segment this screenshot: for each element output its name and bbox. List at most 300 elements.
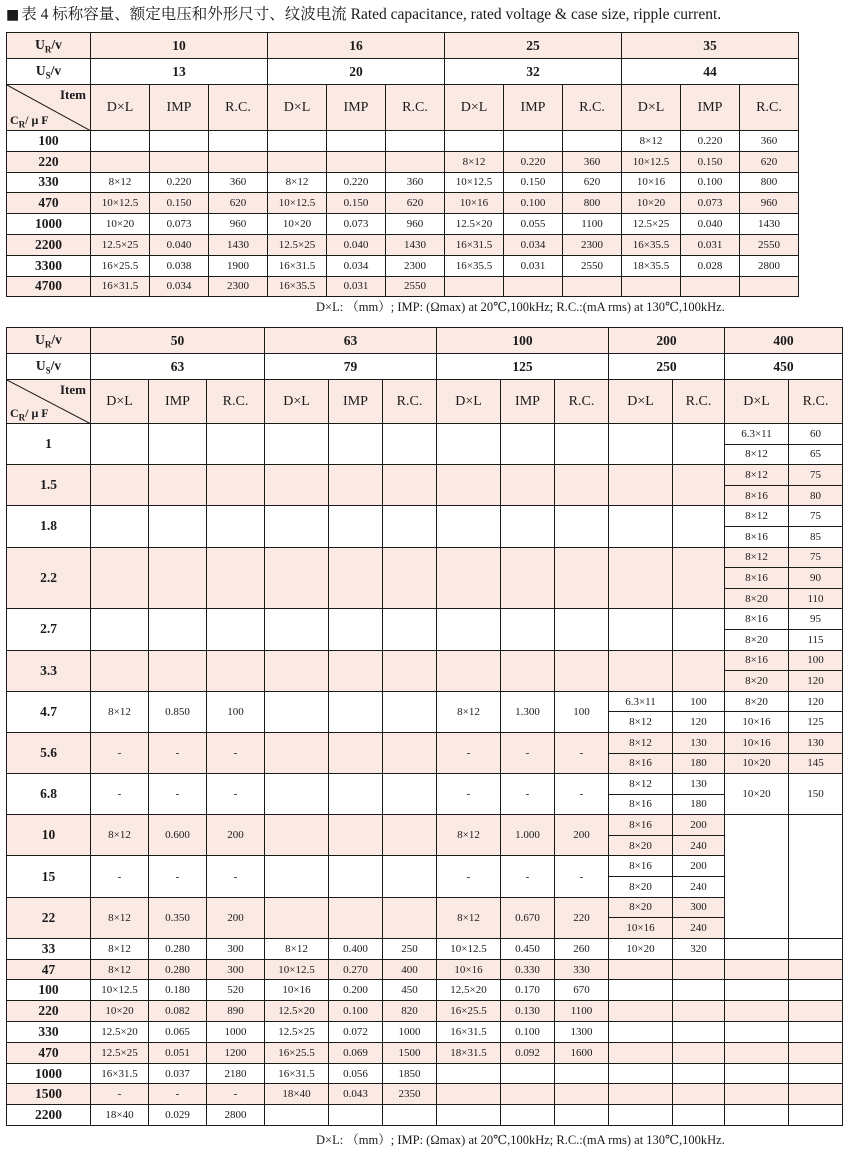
data-cell: 0.220 <box>681 131 740 152</box>
table-row <box>7 1063 843 1084</box>
data-cell: 670 <box>555 980 609 1001</box>
data-cell: 8×16 <box>609 856 673 877</box>
capacitance-value: 2.7 <box>7 609 91 650</box>
data-cell <box>207 424 265 465</box>
symbol: U <box>35 331 45 347</box>
data-cell <box>609 506 673 547</box>
data-cell: 8×12 <box>609 732 673 753</box>
data-cell <box>725 1084 789 1105</box>
data-cell: 8×20 <box>725 671 789 692</box>
symbol: U <box>35 62 46 78</box>
data-cell <box>501 506 555 547</box>
data-cell <box>150 151 209 172</box>
data-cell: 0.031 <box>681 234 740 255</box>
data-cell <box>383 774 437 815</box>
data-cell: 2300 <box>386 255 445 276</box>
rated-voltage-value: 200 <box>609 328 725 354</box>
data-cell: 240 <box>673 877 725 898</box>
data-cell <box>149 609 207 650</box>
data-cell <box>555 465 609 506</box>
data-cell: 360 <box>740 131 799 152</box>
data-cell <box>329 774 383 815</box>
capacitance-value: 1000 <box>7 1063 91 1084</box>
table-sub-row <box>7 609 843 630</box>
capacitance-value: 1.5 <box>7 465 91 506</box>
data-cell: 115 <box>789 629 843 650</box>
data-cell <box>91 506 149 547</box>
unit: /v <box>51 36 62 52</box>
table-row <box>7 1001 843 1022</box>
table-sub-row <box>7 506 843 527</box>
data-cell <box>268 131 327 152</box>
data-cell <box>673 1084 725 1105</box>
data-cell: 450 <box>383 980 437 1001</box>
data-cell <box>555 1063 609 1084</box>
data-cell <box>207 609 265 650</box>
data-cell: 180 <box>673 794 725 815</box>
table-sub-row <box>7 547 843 568</box>
data-cell: 10×20 <box>268 214 327 235</box>
data-cell <box>789 1105 843 1126</box>
data-cell <box>789 980 843 1001</box>
data-cell: 8×12 <box>268 172 327 193</box>
capacitance-value: 6.8 <box>7 774 91 815</box>
data-cell <box>789 1084 843 1105</box>
data-cell: 16×31.5 <box>445 234 504 255</box>
capacitance-label: $C_R/$ μ F <box>10 405 49 422</box>
column-header: D×L <box>622 85 681 131</box>
data-cell <box>265 774 329 815</box>
data-cell <box>609 650 673 691</box>
data-cell: 100 <box>673 691 725 712</box>
data-cell: 100 <box>789 650 843 671</box>
data-cell <box>149 465 207 506</box>
data-cell: 10×12.5 <box>445 172 504 193</box>
data-cell: 0.043 <box>329 1084 383 1105</box>
data-cell <box>789 959 843 980</box>
data-cell <box>150 131 209 152</box>
data-cell: 620 <box>740 151 799 172</box>
data-cell: 12.5×20 <box>265 1001 329 1022</box>
capacitance-value: 100 <box>7 980 91 1001</box>
data-cell: 95 <box>789 609 843 630</box>
data-cell: 2550 <box>740 234 799 255</box>
data-cell: 300 <box>207 938 265 959</box>
data-cell <box>555 1084 609 1105</box>
data-cell: 0.150 <box>327 193 386 214</box>
capacitance-value: 33 <box>7 938 91 959</box>
data-cell: 0.280 <box>149 959 207 980</box>
symbol: U <box>35 36 45 52</box>
data-cell: 180 <box>673 753 725 774</box>
data-cell <box>265 465 329 506</box>
data-cell: 145 <box>789 753 843 774</box>
data-cell: 2300 <box>563 234 622 255</box>
data-cell: 0.065 <box>149 1022 207 1043</box>
data-cell <box>91 609 149 650</box>
column-header: D×L <box>725 380 789 424</box>
column-header: R.C. <box>740 85 799 131</box>
data-cell: 0.350 <box>149 897 207 938</box>
data-cell: 8×16 <box>725 485 789 506</box>
data-cell: 360 <box>563 151 622 172</box>
data-cell: 0.034 <box>327 255 386 276</box>
data-cell <box>207 547 265 609</box>
data-cell: 12.5×25 <box>265 1022 329 1043</box>
data-cell <box>609 980 673 1001</box>
data-cell: 8×12 <box>437 897 501 938</box>
rated-voltage-value: 100 <box>437 328 609 354</box>
table-sub-row <box>7 424 843 445</box>
data-cell: 12.5×25 <box>91 1042 149 1063</box>
data-cell: 2550 <box>386 276 445 297</box>
column-header: IMP <box>150 85 209 131</box>
table-row <box>7 938 843 959</box>
data-cell <box>437 1105 501 1126</box>
data-cell <box>329 465 383 506</box>
data-cell <box>329 732 383 773</box>
data-cell: 8×12 <box>609 774 673 795</box>
data-cell <box>91 151 150 172</box>
data-cell <box>383 650 437 691</box>
data-cell: 60 <box>789 424 843 445</box>
data-cell: 0.220 <box>504 151 563 172</box>
data-cell: 16×25.5 <box>265 1042 329 1063</box>
item-capacitance-corner <box>7 380 91 424</box>
data-cell: 0.150 <box>681 151 740 172</box>
data-cell <box>609 1063 673 1084</box>
data-cell <box>265 650 329 691</box>
data-cell: 120 <box>789 691 843 712</box>
data-cell: 90 <box>789 568 843 589</box>
table-sub-row <box>7 732 843 753</box>
data-cell: 1100 <box>555 1001 609 1022</box>
data-cell: 0.073 <box>150 214 209 235</box>
data-cell <box>383 732 437 773</box>
capacitance-value: 5.6 <box>7 732 91 773</box>
data-cell: 960 <box>740 193 799 214</box>
footnote-1: D×L: （mm）; IMP: (Ωmax) at 20℃,100kHz; R.C.:(mA rms) at 130℃,100kHz. <box>316 300 725 314</box>
data-cell: - <box>149 1084 207 1105</box>
data-cell <box>383 856 437 897</box>
rated-voltage-value: 16 <box>268 33 445 59</box>
data-cell <box>725 938 789 959</box>
data-cell <box>725 959 789 980</box>
data-cell: 120 <box>789 671 843 692</box>
rated-voltage-row <box>7 33 799 59</box>
column-header: D×L <box>268 85 327 131</box>
data-cell: 8×12 <box>725 506 789 527</box>
data-cell <box>563 276 622 297</box>
data-cell: 0.450 <box>501 938 555 959</box>
capacitance-value: 3300 <box>7 255 91 276</box>
data-cell: 8×16 <box>609 753 673 774</box>
data-cell: 10×16 <box>622 172 681 193</box>
data-cell <box>383 1105 437 1126</box>
data-cell: 8×12 <box>437 691 501 732</box>
data-cell <box>725 815 789 939</box>
data-cell: 8×12 <box>91 815 149 856</box>
capacitance-value: 22 <box>7 897 91 938</box>
data-cell: 1430 <box>740 214 799 235</box>
data-cell <box>673 980 725 1001</box>
data-cell <box>673 959 725 980</box>
capacitance-value: 100 <box>7 131 91 152</box>
capacitance-value: 1500 <box>7 1084 91 1105</box>
column-header: R.C. <box>386 85 445 131</box>
data-cell: 0.073 <box>681 193 740 214</box>
data-cell: 8×16 <box>609 815 673 836</box>
table-sub-row <box>7 691 843 712</box>
data-cell <box>329 897 383 938</box>
data-cell: 8×20 <box>725 588 789 609</box>
capacitance-value: 1000 <box>7 214 91 235</box>
data-cell <box>789 938 843 959</box>
data-cell: 8×12 <box>725 444 789 465</box>
data-cell: 10×16 <box>725 712 789 733</box>
data-cell <box>383 815 437 856</box>
data-cell: 220 <box>555 897 609 938</box>
column-header: R.C. <box>555 380 609 424</box>
data-cell <box>383 506 437 547</box>
data-cell: 1430 <box>386 234 445 255</box>
data-cell: 10×16 <box>265 980 329 1001</box>
data-cell <box>725 1001 789 1022</box>
capacitance-value: 10 <box>7 815 91 856</box>
data-cell: 130 <box>673 774 725 795</box>
capacitance-label: $C_R/$ μ F <box>10 112 49 129</box>
data-cell <box>91 424 149 465</box>
column-header: R.C. <box>563 85 622 131</box>
data-cell: - <box>555 732 609 773</box>
data-cell: 80 <box>789 485 843 506</box>
table-sub-row <box>7 774 843 795</box>
data-cell: 0.056 <box>329 1063 383 1084</box>
data-cell: - <box>501 732 555 773</box>
data-cell <box>609 1022 673 1043</box>
data-cell <box>329 1105 383 1126</box>
data-cell: 320 <box>673 938 725 959</box>
data-cell <box>265 424 329 465</box>
data-cell: 0.040 <box>681 214 740 235</box>
data-cell: 330 <box>555 959 609 980</box>
data-cell: 10×12.5 <box>268 193 327 214</box>
data-cell <box>563 131 622 152</box>
data-cell <box>789 815 843 939</box>
data-cell: 1.000 <box>501 815 555 856</box>
data-cell: 800 <box>563 193 622 214</box>
data-cell: 1850 <box>383 1063 437 1084</box>
data-cell: 8×12 <box>437 815 501 856</box>
data-cell <box>445 131 504 152</box>
data-cell: 300 <box>673 897 725 918</box>
data-cell: 10×12.5 <box>91 980 149 1001</box>
data-cell: 0.034 <box>504 234 563 255</box>
data-cell <box>673 1042 725 1063</box>
data-cell <box>501 1063 555 1084</box>
data-cell <box>609 547 673 609</box>
surge-voltage-value: 79 <box>265 354 437 380</box>
data-cell: 10×12.5 <box>622 151 681 172</box>
data-cell <box>383 609 437 650</box>
capacitance-value: 4.7 <box>7 691 91 732</box>
data-cell: 75 <box>789 465 843 486</box>
data-cell: 10×12.5 <box>265 959 329 980</box>
data-cell <box>437 1063 501 1084</box>
data-cell: 12.5×25 <box>622 214 681 235</box>
data-cell: 1000 <box>383 1022 437 1043</box>
table-sub-row <box>7 897 843 918</box>
column-header: D×L <box>609 380 673 424</box>
data-cell <box>91 650 149 691</box>
data-cell: 8×12 <box>609 712 673 733</box>
data-cell: 0.330 <box>501 959 555 980</box>
data-cell <box>209 151 268 172</box>
data-cell <box>91 131 150 152</box>
data-cell <box>265 856 329 897</box>
data-cell: - <box>207 774 265 815</box>
data-cell <box>265 897 329 938</box>
table-row <box>7 959 843 980</box>
data-cell <box>725 1105 789 1126</box>
surge-voltage-value: 450 <box>725 354 843 380</box>
data-cell: - <box>91 774 149 815</box>
data-cell: 200 <box>555 815 609 856</box>
data-cell <box>673 506 725 547</box>
data-cell: 0.150 <box>150 193 209 214</box>
data-cell: 200 <box>673 856 725 877</box>
data-cell <box>673 1105 725 1126</box>
data-cell: 10×12.5 <box>91 193 150 214</box>
data-cell <box>673 424 725 465</box>
data-cell <box>501 547 555 609</box>
data-cell <box>329 815 383 856</box>
data-cell: 2180 <box>207 1063 265 1084</box>
data-cell: 0.082 <box>149 1001 207 1022</box>
data-cell <box>622 276 681 297</box>
table-sub-row <box>7 650 843 671</box>
column-header: IMP <box>501 380 555 424</box>
data-cell: 8×16 <box>609 794 673 815</box>
data-cell: 18×40 <box>91 1105 149 1126</box>
data-cell: 8×12 <box>91 938 149 959</box>
data-cell <box>555 1105 609 1126</box>
data-cell <box>268 151 327 172</box>
data-cell: 0.055 <box>504 214 563 235</box>
data-cell <box>504 131 563 152</box>
data-cell: 16×31.5 <box>268 255 327 276</box>
data-cell: 0.031 <box>327 276 386 297</box>
data-cell: 1200 <box>207 1042 265 1063</box>
data-cell: 12.5×20 <box>91 1022 149 1043</box>
data-cell: 12.5×20 <box>437 980 501 1001</box>
data-cell <box>673 609 725 650</box>
data-cell: 8×16 <box>725 526 789 547</box>
symbol-subscript: R <box>44 44 52 55</box>
data-cell: 16×25.5 <box>91 255 150 276</box>
data-cell: 620 <box>563 172 622 193</box>
capacitance-table-low-voltage <box>6 32 799 297</box>
us-label <box>7 59 91 85</box>
data-cell: 8×16 <box>725 609 789 630</box>
data-cell: - <box>501 856 555 897</box>
data-cell: 100 <box>207 691 265 732</box>
data-cell <box>265 1105 329 1126</box>
data-cell: 8×16 <box>725 650 789 671</box>
data-cell: 130 <box>789 732 843 753</box>
capacitance-value: 47 <box>7 959 91 980</box>
data-cell: 120 <box>673 712 725 733</box>
data-cell: 0.040 <box>150 234 209 255</box>
data-cell: 10×20 <box>609 938 673 959</box>
data-cell: 12.5×20 <box>445 214 504 235</box>
data-cell <box>501 609 555 650</box>
data-cell <box>673 650 725 691</box>
data-cell: - <box>91 732 149 773</box>
column-header: R.C. <box>383 380 437 424</box>
data-cell: 1300 <box>555 1022 609 1043</box>
data-cell <box>501 1105 555 1126</box>
column-header: R.C. <box>207 380 265 424</box>
data-cell <box>149 547 207 609</box>
data-cell <box>327 131 386 152</box>
data-cell: 200 <box>207 815 265 856</box>
table-caption <box>6 4 856 26</box>
data-cell: 0.100 <box>681 172 740 193</box>
data-cell <box>673 547 725 609</box>
column-header: IMP <box>329 380 383 424</box>
surge-voltage-value: 20 <box>268 59 445 85</box>
data-cell: 0.670 <box>501 897 555 938</box>
data-cell: 10×20 <box>91 214 150 235</box>
data-cell <box>725 1042 789 1063</box>
table-sub-row <box>7 856 843 877</box>
data-cell: 0.029 <box>149 1105 207 1126</box>
data-cell: 16×31.5 <box>91 276 150 297</box>
data-cell: 6.3×11 <box>725 424 789 445</box>
symbol-subscript: R <box>44 339 52 350</box>
data-cell: 1600 <box>555 1042 609 1063</box>
data-cell <box>437 1084 501 1105</box>
data-cell: 2800 <box>740 255 799 276</box>
data-cell <box>265 691 329 732</box>
rated-voltage-row <box>7 328 843 354</box>
symbol: U <box>35 357 46 373</box>
item-label: Item <box>60 382 86 397</box>
data-cell <box>437 609 501 650</box>
surge-voltage-value: 125 <box>437 354 609 380</box>
data-cell <box>437 465 501 506</box>
column-header: R.C. <box>209 85 268 131</box>
data-cell <box>725 980 789 1001</box>
capacitance-value: 2200 <box>7 234 91 255</box>
data-cell: 200 <box>207 897 265 938</box>
capacitance-value: 330 <box>7 1022 91 1043</box>
table-row <box>7 131 799 152</box>
data-cell: 0.037 <box>149 1063 207 1084</box>
data-cell <box>609 465 673 506</box>
data-cell: 0.220 <box>150 172 209 193</box>
data-cell <box>437 650 501 691</box>
data-cell: 8×12 <box>91 897 149 938</box>
column-header: R.C. <box>789 380 843 424</box>
capacitance-value: 2200 <box>7 1105 91 1126</box>
data-cell <box>609 1105 673 1126</box>
data-cell <box>673 1001 725 1022</box>
data-cell <box>265 547 329 609</box>
table-row <box>7 1022 843 1043</box>
data-cell: 10×20 <box>91 1001 149 1022</box>
